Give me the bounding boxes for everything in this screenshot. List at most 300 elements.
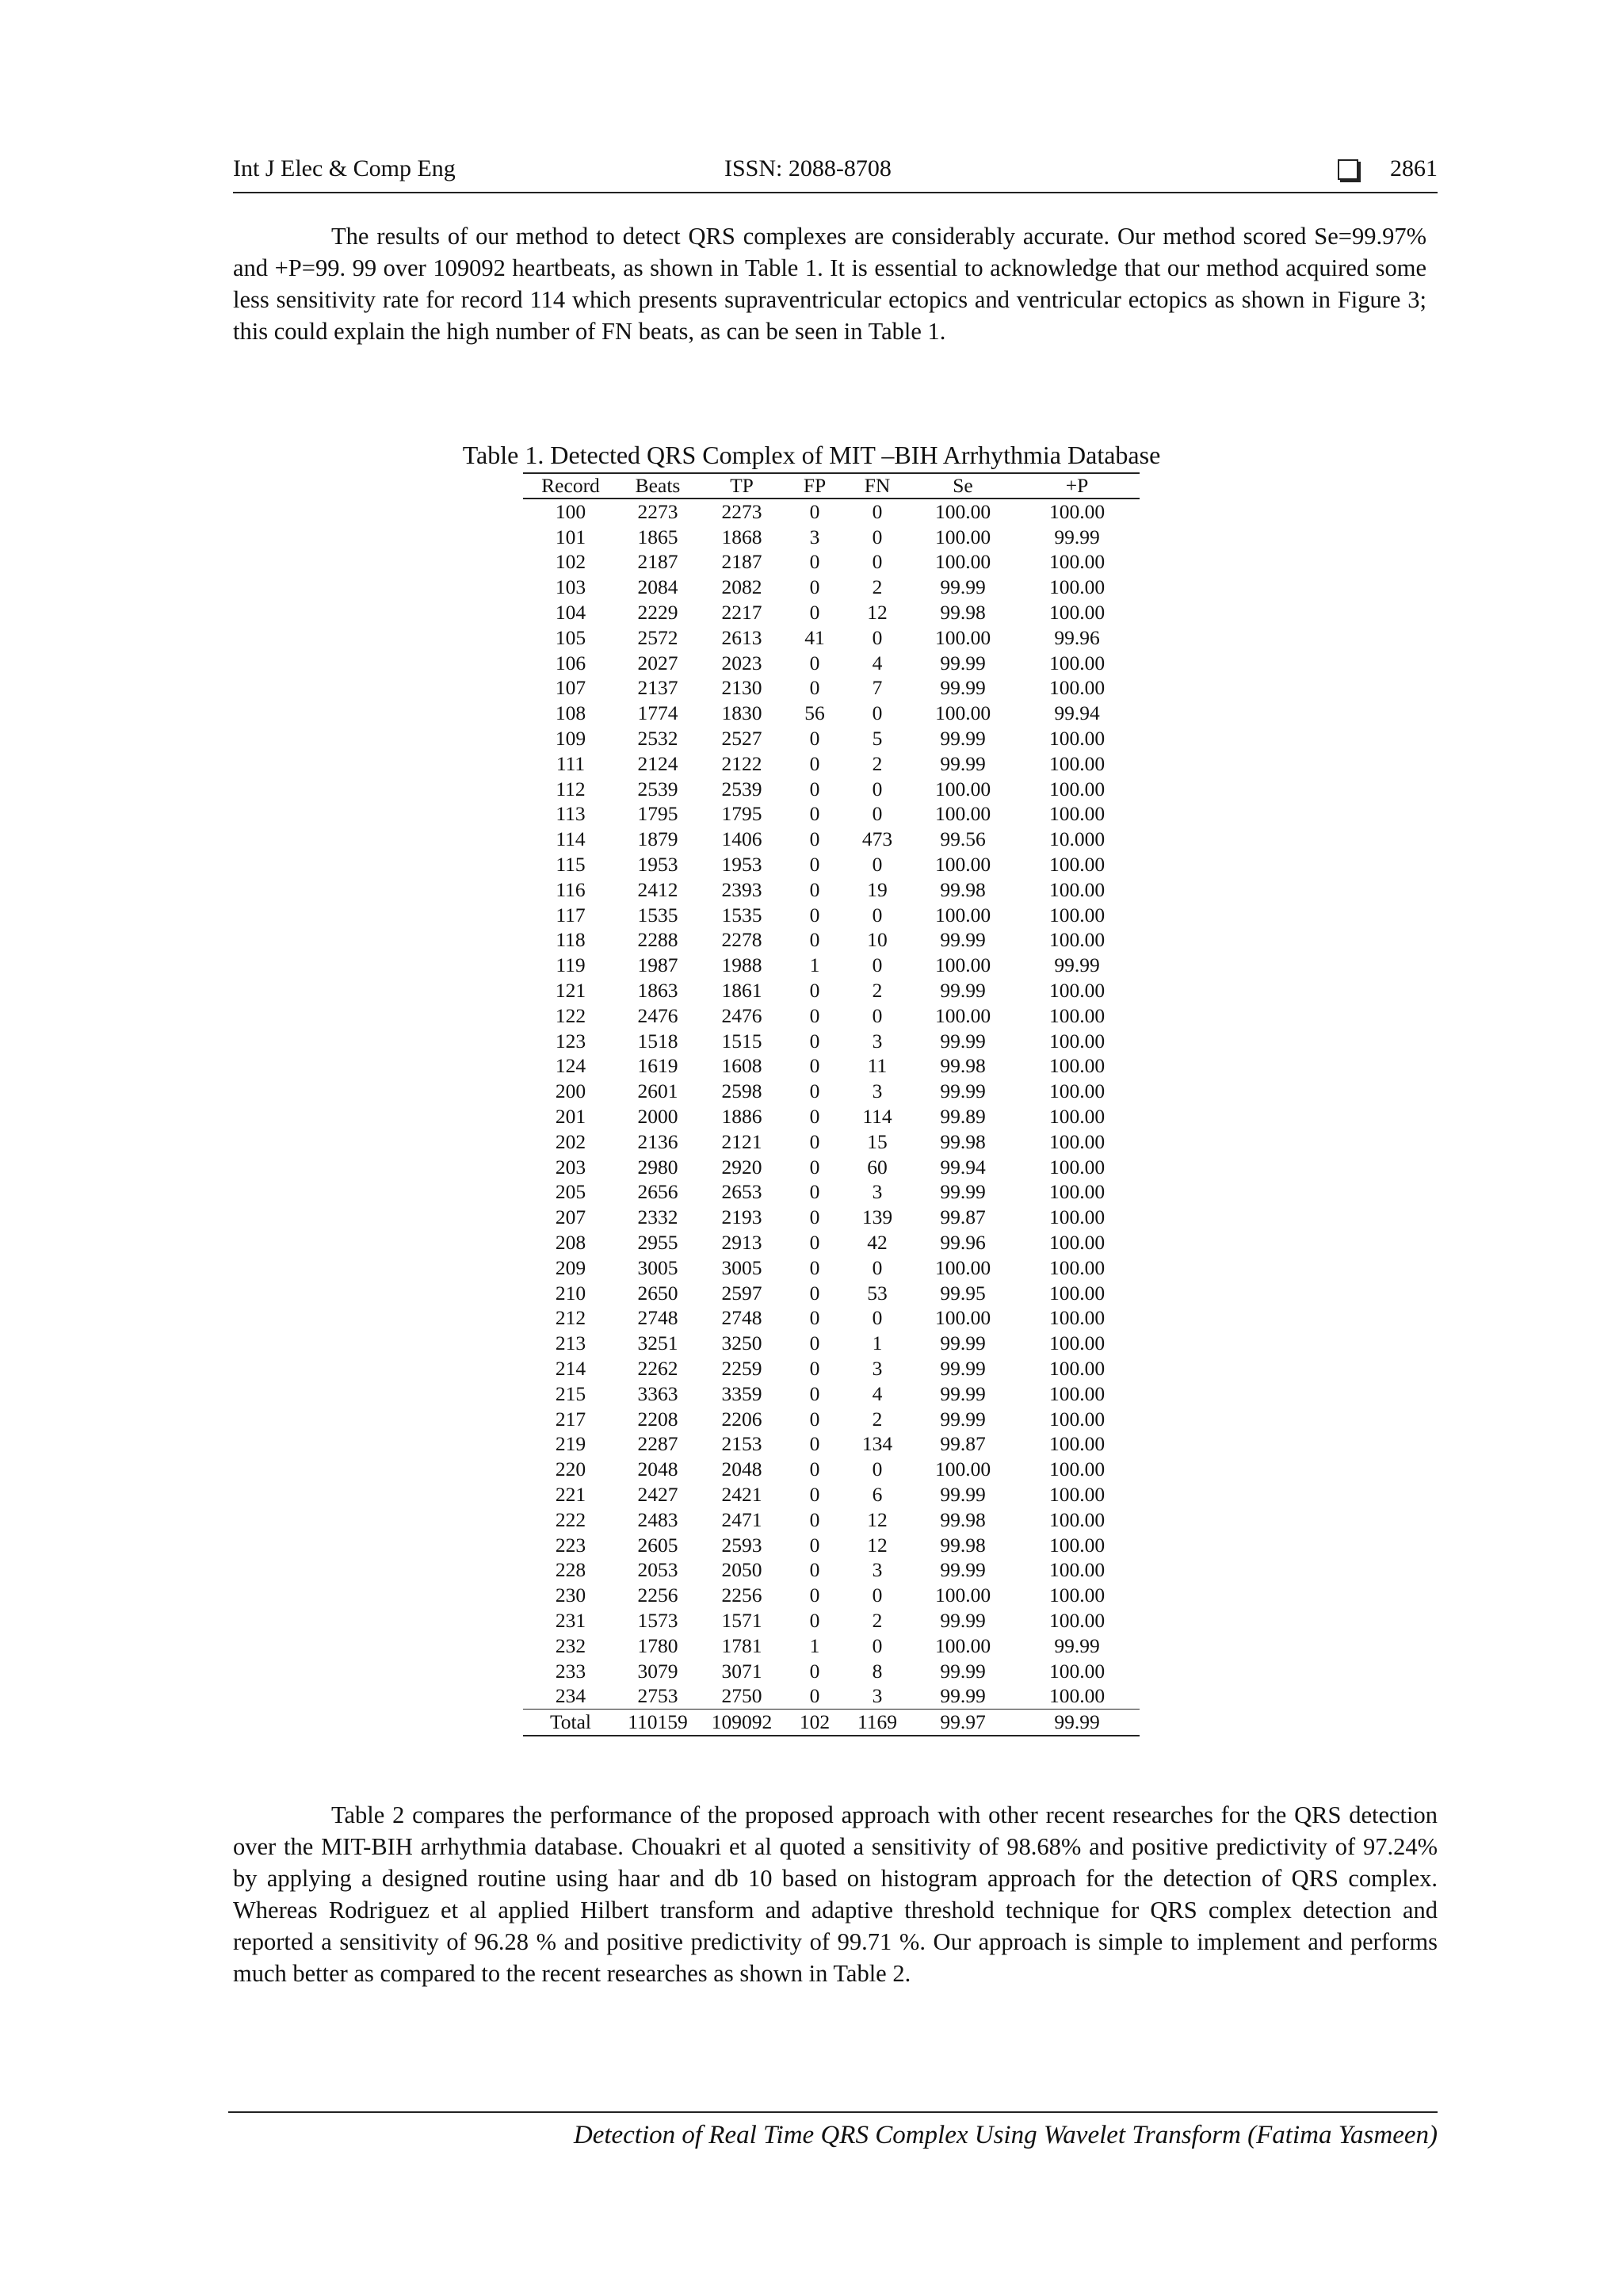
table-cell: 2137 — [637, 676, 678, 700]
table-cell: 2980 — [637, 1155, 678, 1179]
table-cell: 0 — [809, 1558, 820, 1582]
table-cell: 1774 — [637, 701, 678, 725]
table-cell: 2050 — [721, 1558, 762, 1582]
table-cell: 111 — [556, 751, 586, 775]
table-cell: 1795 — [637, 802, 678, 826]
table-cell: 99.99 — [940, 928, 986, 952]
table-cell: 100.00 — [934, 625, 991, 649]
table-cell: 1953 — [721, 853, 762, 877]
table-cell: 99.89 — [940, 1105, 986, 1129]
table-cell: 107 — [555, 676, 586, 700]
table-cell: 2193 — [721, 1205, 762, 1229]
table-row — [523, 625, 1140, 651]
table-cell: 99.99 — [940, 1356, 986, 1380]
table-cell: 2288 — [637, 928, 678, 952]
table-cell: 109 — [555, 727, 586, 751]
table-cell: 0 — [809, 1507, 820, 1531]
table-row — [523, 1407, 1140, 1432]
table-cell: 100.00 — [934, 499, 991, 523]
issn-label: ISSN: 2088-8708 — [724, 155, 892, 181]
table-row — [523, 1230, 1140, 1255]
table-cell: 2153 — [721, 1432, 762, 1456]
table-cell: 99.99 — [940, 1684, 986, 1708]
table-cell: 123 — [555, 1029, 586, 1052]
table-cell: 2027 — [637, 651, 678, 674]
table-cell: 0 — [809, 1457, 820, 1481]
total-cell: Total — [523, 1710, 618, 1736]
table-cell: 99.99 — [940, 575, 986, 599]
table-cell: 3 — [809, 525, 820, 548]
table-row — [523, 1281, 1140, 1306]
table-row — [523, 1180, 1140, 1205]
table-row — [523, 499, 1140, 525]
table-cell: 213 — [555, 1331, 586, 1355]
table-cell: 11 — [867, 1054, 888, 1078]
total-cell: 99.99 — [1014, 1710, 1140, 1736]
table-cell: 100.00 — [1048, 1105, 1106, 1129]
table-total-row — [523, 1710, 1140, 1736]
table-cell: 2278 — [721, 928, 762, 952]
table-cell: 0 — [809, 676, 820, 700]
page-number-group — [1338, 155, 1438, 182]
table-row — [523, 802, 1140, 827]
table-cell: 100.00 — [1048, 575, 1106, 599]
table-header-row — [523, 473, 1140, 499]
table-cell: 3363 — [637, 1381, 678, 1405]
table-cell: 100.00 — [934, 802, 991, 826]
table-cell: 228 — [555, 1558, 586, 1582]
table-row — [523, 1129, 1140, 1155]
table-cell: 100.00 — [1048, 1255, 1106, 1279]
table-cell: 99.96 — [1054, 625, 1100, 649]
table-cell: 2130 — [721, 676, 762, 700]
table-cell: 2229 — [637, 601, 678, 625]
total-cell: 110159 — [618, 1710, 697, 1736]
table-cell: 99.95 — [940, 1281, 986, 1305]
table-cell: 2256 — [637, 1584, 678, 1607]
table-cell: 0 — [809, 1054, 820, 1078]
table-cell: 100.00 — [1048, 1356, 1106, 1380]
table-cell: 1861 — [721, 979, 762, 1003]
table-cell: 105 — [555, 625, 586, 649]
table-cell: 99.99 — [1054, 953, 1100, 977]
table-cell: 99.96 — [940, 1231, 986, 1254]
table-cell: 101 — [555, 525, 586, 548]
table-cell: 122 — [555, 1003, 586, 1027]
table-cell: 2656 — [637, 1180, 678, 1204]
table-cell: 0 — [809, 1331, 820, 1355]
table-cell: 0 — [809, 1659, 820, 1683]
table-cell: 2476 — [637, 1003, 678, 1027]
total-cell: 1169 — [843, 1710, 911, 1736]
table-cell: 15 — [867, 1129, 888, 1153]
table-cell: 0 — [872, 525, 883, 548]
table-cell: 12 — [867, 601, 888, 625]
table-cell: 100.00 — [1048, 1381, 1106, 1405]
table-row — [523, 1608, 1140, 1633]
table-cell: 100.00 — [1048, 499, 1106, 523]
table-cell: 106 — [555, 651, 586, 674]
table-cell: 208 — [555, 1231, 586, 1254]
table-cell: 3 — [872, 1029, 883, 1052]
table-cell: 1 — [809, 1633, 820, 1657]
table-cell: 2048 — [637, 1457, 678, 1481]
table-cell: 100.00 — [1048, 928, 1106, 952]
table-cell: 113 — [556, 802, 586, 826]
table-cell: 473 — [861, 827, 893, 851]
table-row — [523, 550, 1140, 575]
table-cell: 2 — [872, 1407, 883, 1431]
table-cell: 2750 — [721, 1684, 762, 1708]
table-cell: 0 — [809, 1129, 820, 1153]
table-cell: 100.00 — [934, 701, 991, 725]
table-cell: 99.99 — [940, 1659, 986, 1683]
table-cell: 1987 — [637, 953, 678, 977]
table-cell: 209 — [555, 1255, 586, 1279]
table-cell: 2412 — [637, 877, 678, 901]
table-cell: 99.99 — [1054, 1633, 1100, 1657]
table-cell: 100.00 — [1048, 853, 1106, 877]
table-cell: 1865 — [637, 525, 678, 548]
table-cell: 3 — [872, 1079, 883, 1103]
table-cell: 2287 — [637, 1432, 678, 1456]
table-cell: 41 — [804, 625, 825, 649]
square-bullet-icon — [1338, 159, 1358, 180]
table-cell: 2048 — [721, 1457, 762, 1481]
table-cell: 100.00 — [1048, 1432, 1106, 1456]
table-row — [523, 1054, 1140, 1079]
results-table-container — [523, 472, 1140, 1736]
table-cell: 3 — [872, 1558, 883, 1582]
table-row — [523, 777, 1140, 802]
table-cell: 121 — [555, 979, 586, 1003]
table-cell: 6 — [872, 1482, 883, 1506]
table-cell: 100.00 — [934, 1003, 991, 1027]
table-cell: 0 — [872, 1584, 883, 1607]
table-cell: 2023 — [721, 651, 762, 674]
table-cell: 100.00 — [1048, 877, 1106, 901]
table-cell: 8 — [872, 1659, 883, 1683]
total-cell: 109092 — [697, 1710, 786, 1736]
table-cell: 0 — [809, 1608, 820, 1632]
table-cell: 2598 — [721, 1079, 762, 1103]
table-cell: 2920 — [721, 1155, 762, 1179]
table-cell: 100.00 — [1048, 1482, 1106, 1506]
table-cell: 2262 — [637, 1356, 678, 1380]
table-cell: 2 — [872, 751, 883, 775]
table-cell: 117 — [556, 903, 586, 926]
table-cell: 100.00 — [1048, 676, 1106, 700]
table-cell: 1781 — [721, 1633, 762, 1657]
table-cell: 0 — [809, 1584, 820, 1607]
table-cell: 207 — [555, 1205, 586, 1229]
table-body — [523, 499, 1140, 1736]
table-cell: 4 — [872, 651, 883, 674]
table-cell: 2421 — [721, 1482, 762, 1506]
table-cell: 99.99 — [940, 1482, 986, 1506]
page-number: 2861 — [1390, 155, 1438, 181]
table-cell: 100.00 — [1048, 777, 1106, 800]
table-cell: 202 — [555, 1129, 586, 1153]
table-cell: 3071 — [721, 1659, 762, 1683]
table-cell: 0 — [809, 1381, 820, 1405]
table-cell: 99.99 — [940, 1407, 986, 1431]
table-cell: 100.00 — [1048, 550, 1106, 574]
table-cell: 2427 — [637, 1482, 678, 1506]
table-cell: 0 — [809, 1003, 820, 1027]
table-cell: 0 — [872, 701, 883, 725]
table-cell: 0 — [809, 1155, 820, 1179]
table-row — [523, 1457, 1140, 1482]
table-cell: 134 — [861, 1432, 893, 1456]
column-header: Beats — [618, 473, 697, 499]
table-cell: 114 — [862, 1105, 892, 1129]
table-cell: 100.00 — [1048, 1205, 1106, 1229]
table-cell: 0 — [809, 1205, 820, 1229]
table-cell: 1868 — [721, 525, 762, 548]
table-row — [523, 525, 1140, 550]
table-cell: 100.00 — [1048, 1029, 1106, 1052]
table-cell: 1795 — [721, 802, 762, 826]
table-cell: 104 — [555, 601, 586, 625]
table-row — [523, 701, 1140, 726]
table-cell: 100.00 — [1048, 1507, 1106, 1531]
table-row — [523, 1029, 1140, 1054]
column-header: TP — [697, 473, 786, 499]
table-cell: 2082 — [721, 575, 762, 599]
table-cell: 2053 — [637, 1558, 678, 1582]
table-cell: 1780 — [637, 1633, 678, 1657]
table-cell: 99.94 — [940, 1155, 986, 1179]
table-cell: 53 — [867, 1281, 888, 1305]
table-cell: 0 — [809, 575, 820, 599]
table-row — [523, 1583, 1140, 1608]
column-header: FN — [843, 473, 911, 499]
table-cell: 100.00 — [1048, 1003, 1106, 1027]
results-paragraph — [233, 220, 1426, 347]
table-cell: 100.00 — [934, 1255, 991, 1279]
table-cell: 3250 — [721, 1331, 762, 1355]
table-cell: 0 — [809, 827, 820, 851]
table-cell: 2483 — [637, 1507, 678, 1531]
table-cell: 2532 — [637, 727, 678, 751]
table-cell: 2273 — [637, 499, 678, 523]
table-cell: 203 — [555, 1155, 586, 1179]
table-cell: 1953 — [637, 853, 678, 877]
table-cell: 2084 — [637, 575, 678, 599]
table-cell: 103 — [555, 575, 586, 599]
table-cell: 0 — [809, 727, 820, 751]
table-cell: 210 — [555, 1281, 586, 1305]
table-cell: 231 — [555, 1608, 586, 1632]
total-cell: 99.97 — [911, 1710, 1014, 1736]
table-cell: 100.00 — [934, 550, 991, 574]
table-row — [523, 600, 1140, 625]
table-row — [523, 1659, 1140, 1684]
table-cell: 2471 — [721, 1507, 762, 1531]
table-cell: 100.00 — [1048, 903, 1106, 926]
table-cell: 0 — [872, 499, 883, 523]
table-cell: 2597 — [721, 1281, 762, 1305]
table-cell: 0 — [809, 499, 820, 523]
table-cell: 100.00 — [1048, 1079, 1106, 1103]
results-paragraph-text: The results of our method to detect QRS complexes are considerably accurate. Our method scored Se=99.97% and +P=99. 99 over 109092 heartbeats, as shown in Table 1. It is essential to acknowledge that our method acquired some less sensitivity rate for record 114 which presents supraventricular ectopics and ventricular ectopics as shown in Figure 3; this could explain the high number of FN beats, as can be seen in Table 1. — [233, 223, 1426, 345]
table-cell: 2 — [872, 575, 883, 599]
table-cell: 56 — [804, 701, 825, 725]
table-cell: 2476 — [721, 1003, 762, 1027]
table-cell: 1619 — [637, 1054, 678, 1078]
table-cell: 99.99 — [940, 979, 986, 1003]
table-cell: 99.98 — [940, 1129, 986, 1153]
table-cell: 0 — [809, 903, 820, 926]
table-row — [523, 1381, 1140, 1407]
table-cell: 2650 — [637, 1281, 678, 1305]
table-cell: 100.00 — [1048, 1558, 1106, 1582]
table-cell: 2000 — [637, 1105, 678, 1129]
table-cell: 42 — [867, 1231, 888, 1254]
table-row — [523, 1003, 1140, 1029]
table-cell: 2 — [872, 979, 883, 1003]
table-cell: 2256 — [721, 1584, 762, 1607]
table-row — [523, 1079, 1140, 1104]
table-caption: Table 1. Detected QRS Complex of MIT –BIH Arrhythmia Database — [462, 441, 1161, 469]
column-header: Se — [911, 473, 1014, 499]
table-row — [523, 1306, 1140, 1331]
table-cell: 100.00 — [1048, 1659, 1106, 1683]
table-row — [523, 1533, 1140, 1558]
table-cell: 1 — [872, 1331, 883, 1355]
table-cell: 100.00 — [934, 1306, 991, 1330]
table-cell: 0 — [809, 1180, 820, 1204]
table-cell: 0 — [809, 1356, 820, 1380]
table-row — [523, 903, 1140, 928]
table-cell: 0 — [872, 625, 883, 649]
table-cell: 1608 — [721, 1054, 762, 1078]
table-cell: 100.00 — [934, 1584, 991, 1607]
table-cell: 100.00 — [1048, 1684, 1106, 1708]
table-cell: 99.98 — [940, 877, 986, 901]
table-row — [523, 1255, 1140, 1281]
table-cell: 99.94 — [1054, 701, 1100, 725]
table-cell: 100.00 — [1048, 979, 1106, 1003]
table-row — [523, 1155, 1140, 1180]
table-cell: 0 — [872, 777, 883, 800]
table-cell: 0 — [809, 601, 820, 625]
table-cell: 5 — [872, 727, 883, 751]
table-cell: 1879 — [637, 827, 678, 851]
table-row — [523, 1557, 1140, 1583]
table-cell: 99.99 — [940, 751, 986, 775]
table-cell: 100.00 — [1048, 1129, 1106, 1153]
table-cell: 0 — [872, 802, 883, 826]
table-cell: 99.98 — [940, 1054, 986, 1078]
table-cell: 222 — [555, 1507, 586, 1531]
page-header — [233, 155, 1438, 193]
comparison-paragraph — [233, 1799, 1438, 1989]
table-cell: 214 — [555, 1356, 586, 1380]
table-cell: 99.98 — [940, 601, 986, 625]
table-cell: 1571 — [721, 1608, 762, 1632]
table-cell: 2748 — [721, 1306, 762, 1330]
table-cell: 2748 — [637, 1306, 678, 1330]
table-row — [523, 575, 1140, 600]
table-cell: 3079 — [637, 1659, 678, 1683]
table-cell: 0 — [872, 1003, 883, 1027]
table-cell: 10 — [867, 928, 888, 952]
table-cell: 100.00 — [1048, 1281, 1106, 1305]
table-cell: 100.00 — [1048, 601, 1106, 625]
table-cell: 99.87 — [940, 1205, 986, 1229]
table-cell: 115 — [556, 853, 586, 877]
table-cell: 0 — [872, 1255, 883, 1279]
table-row — [523, 676, 1140, 701]
table-cell: 60 — [867, 1155, 888, 1179]
total-cell: 102 — [786, 1710, 843, 1736]
table-cell: 219 — [555, 1432, 586, 1456]
table-row — [523, 928, 1140, 953]
table-cell: 0 — [809, 853, 820, 877]
table-row — [523, 1356, 1140, 1381]
table-row — [523, 1205, 1140, 1230]
table-cell: 0 — [872, 903, 883, 926]
table-cell: 2 — [872, 1608, 883, 1632]
table-cell: 100.00 — [1048, 1608, 1106, 1632]
table-cell: 139 — [861, 1205, 893, 1229]
table-cell: 2539 — [721, 777, 762, 800]
table-cell: 0 — [872, 1457, 883, 1481]
table-cell: 99.99 — [940, 651, 986, 674]
table-cell: 10.000 — [1048, 827, 1106, 851]
column-header: Record — [523, 473, 618, 499]
table-cell: 0 — [809, 1407, 820, 1431]
table-cell: 200 — [555, 1079, 586, 1103]
table-cell: 100.00 — [934, 525, 991, 548]
table-cell: 0 — [809, 550, 820, 574]
table-cell: 232 — [555, 1633, 586, 1657]
table-cell: 220 — [555, 1457, 586, 1481]
table-cell: 221 — [555, 1482, 586, 1506]
table-cell: 0 — [809, 802, 820, 826]
comparison-paragraph-text: Table 2 compares the performance of the proposed approach with other recent researches for the QRS detection over the MIT-BIH arrhythmia database. Chouakri et al quoted a sensitivity of 98.68% and positive predictivity of 97.24% by applying a designed routine using haar and db 10 based on histogram approach for the detection of QRS complex. Whereas Rodriguez et al applied Hilbert transform and adaptive threshold technique for QRS complex detection and reported a sensitivity of 96.28 % and positive predictivity of 99.71 %. Our approach is simple to implement and performs much better as compared to the recent researches as shown in Table 2. — [233, 1801, 1438, 1987]
table-cell: 1515 — [721, 1029, 762, 1052]
table-cell: 100.00 — [934, 853, 991, 877]
table-cell: 100.00 — [934, 777, 991, 800]
table-cell: 0 — [809, 751, 820, 775]
table-cell: 0 — [809, 1482, 820, 1506]
table-cell: 2753 — [637, 1684, 678, 1708]
table-cell: 3359 — [721, 1381, 762, 1405]
table-cell: 99.99 — [940, 1558, 986, 1582]
table-cell: 223 — [555, 1533, 586, 1557]
table-cell: 100 — [555, 499, 586, 523]
table-cell: 0 — [872, 953, 883, 977]
table-cell: 0 — [809, 877, 820, 901]
table-cell: 99.99 — [940, 1331, 986, 1355]
table-cell: 201 — [555, 1105, 586, 1129]
results-table — [523, 472, 1140, 1736]
table-cell: 12 — [867, 1533, 888, 1557]
table-cell: 1535 — [637, 903, 678, 926]
table-cell: 1886 — [721, 1105, 762, 1129]
table-cell: 0 — [809, 1281, 820, 1305]
table-cell: 2187 — [637, 550, 678, 574]
table-cell: 99.99 — [940, 1381, 986, 1405]
table-cell: 100.00 — [1048, 1306, 1106, 1330]
table-cell: 99.99 — [940, 1180, 986, 1204]
running-footer: Detection of Real Time QRS Complex Using Wavelet Transform (Fatima Yasmeen) — [228, 2111, 1438, 2150]
table-cell: 205 — [555, 1180, 586, 1204]
table-row — [523, 953, 1140, 978]
